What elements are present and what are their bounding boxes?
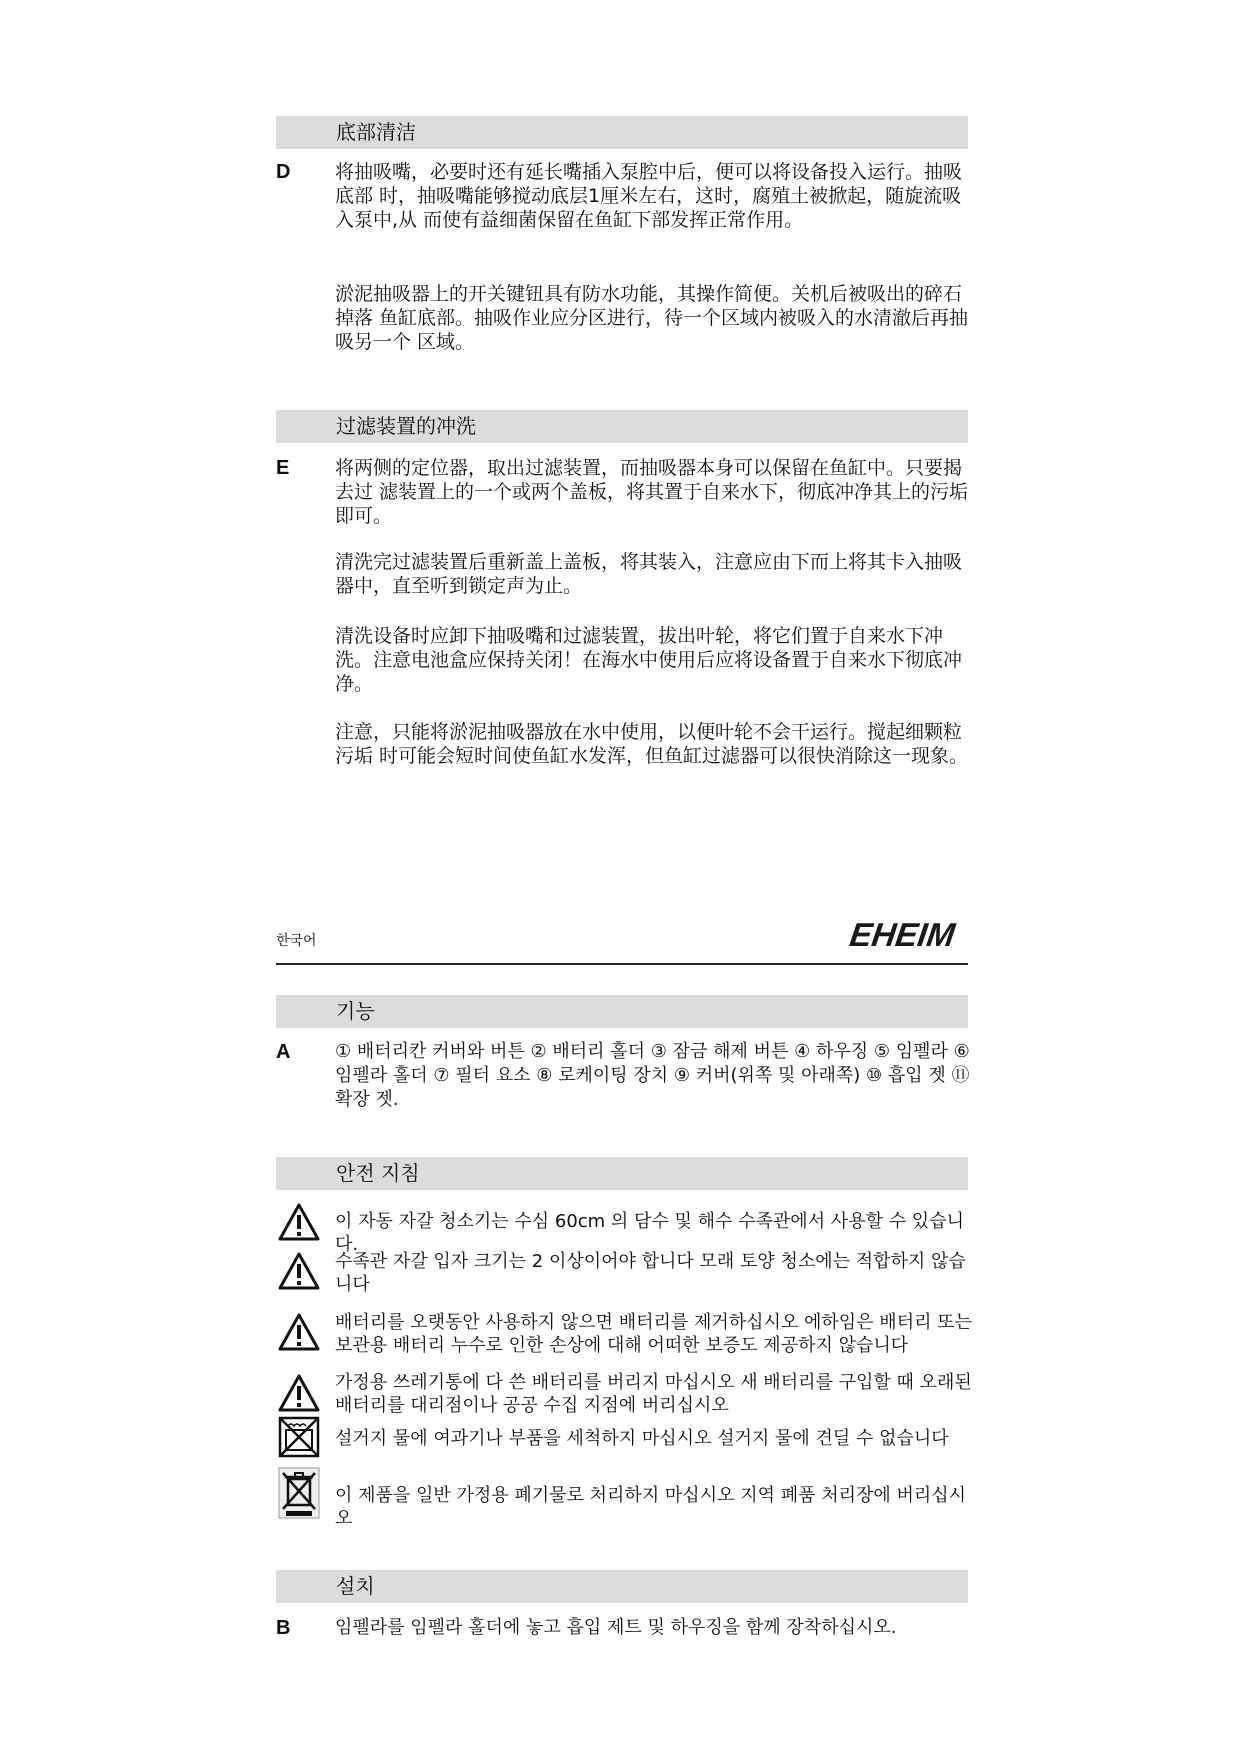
figure-letter-b: B [276, 1617, 291, 1639]
figure-letter-e: E [276, 457, 290, 479]
section-header-bottom-cleaning [276, 116, 968, 149]
warning-triangle-icon [278, 1374, 320, 1412]
section-header-installation [276, 1570, 968, 1603]
crossed-bin-icon [278, 1467, 320, 1519]
safety-item: 가정용 쓰레기통에 다 쓴 배터리를 버리지 마십시오 새 배터리를 구입할 때 오래된 배터리를 대리점이나 공공 수집 지점에 버리십시오 [335, 1372, 972, 1416]
warning-triangle-icon [278, 1203, 320, 1241]
safety-item: 배터리를 오랫동안 사용하지 않으면 배터리를 제거하십시오 에하임은 배터리 또는 보관용 배터리 누수로 인한 손상에 대해 어떠한 보증도 제공하지 않습니다 [335, 1312, 972, 1356]
paragraph: 将两侧的定位器，取出过滤装置，而抽吸器本身可以保留在鱼缸中。只要揭去过 滤装置上的一个或两个盖板，将其置于自来水下，彻底冲净其上的污垢即可。 [335, 457, 969, 527]
figure-letter-d: D [276, 161, 291, 183]
warning-triangle-icon [278, 1313, 320, 1351]
paragraph: 注意，只能将淤泥抽吸器放在水中使用，以便叶轮不会干运行。搅起细颗粒污垢 时可能会短时间使鱼缸水发浑，但鱼缸过滤器可以很快消除这一现象。 [335, 721, 969, 767]
warning-triangle-icon [278, 1252, 320, 1290]
section-header-function [276, 995, 968, 1028]
section-title: 过滤装置的冲洗 [336, 414, 476, 438]
eheim-logo: EHEIM [847, 916, 958, 953]
section-header-filter-rinsing [276, 410, 968, 443]
section-title: 설치 [336, 1574, 375, 1598]
section-title: 底部清洁 [336, 120, 416, 144]
safety-item: 수족관 자갈 입자 크기는 2 이상이어야 합니다 모래 토양 청소에는 적합하지 않습니다 [335, 1251, 966, 1295]
section-header-safety [276, 1157, 968, 1190]
language-label: 한국어 [276, 933, 317, 949]
no-dishwasher-icon [278, 1416, 320, 1458]
safety-item: 이 자동 자갈 청소기는 수심 60cm 의 담수 및 해수 수족관에서 사용할 수 있습니다. [335, 1211, 964, 1255]
figure-letter-a: A [276, 1041, 291, 1063]
paragraph: 임펠라를 임펠라 홀더에 놓고 흡입 제트 및 하우징을 함께 장착하십시오. [335, 1617, 897, 1638]
section-title: 안전 지침 [336, 1161, 420, 1185]
paragraph: 将抽吸嘴，必要时还有延长嘴插入泵腔中后，便可以将设备投入运行。抽吸底部 时，抽吸嘴能够搅动底层1厘米左右，这时，腐殖土被掀起，随旋流吸入泵中,从 而使有益细菌保留在鱼缸下部发挥正常作用。 [335, 161, 963, 231]
paragraph: 淤泥抽吸器上的开关键钮具有防水功能，其操作简便。关机后被吸出的碎石掉落 鱼缸底部。抽吸作业应分区进行，待一个区域内被吸入的水清澈后再抽吸另一个 区域。 [335, 283, 969, 353]
parts-list: ① 배터리칸 커버와 버튼 ② 배터리 홀더 ③ 잠금 해제 버튼 ④ 하우징 ⑤ 임펠라 ⑥ 임펠라 홀더 ⑦ 필터 요소 ⑧ 로케이팅 장치 ⑨ 커버(위쪽 및 아래쪽) ⑩ 흡입 젯 ⑪ 확장 젯. [335, 1041, 970, 1110]
header-divider [276, 963, 968, 965]
section-title: 기능 [336, 999, 375, 1023]
safety-item: 설거지 물에 여과기나 부품을 세척하지 마십시오 설거지 물에 견딜 수 없습니다 [335, 1428, 949, 1449]
paragraph: 清洗设备时应卸下抽吸嘴和过滤装置，拔出叶轮，将它们置于自来水下冲洗。注意电池盒应保持关闭！在海水中使用后应将设备置于自来水下彻底冲净。 [335, 625, 963, 695]
paragraph: 清洗完过滤装置后重新盖上盖板，将其装入，注意应由下而上将其卡入抽吸器中，直至听到锁定声为止。 [335, 551, 963, 597]
safety-item: 이 제품을 일반 가정용 폐기물로 처리하지 마십시오 지역 폐품 처리장에 버리십시오 [335, 1485, 967, 1529]
